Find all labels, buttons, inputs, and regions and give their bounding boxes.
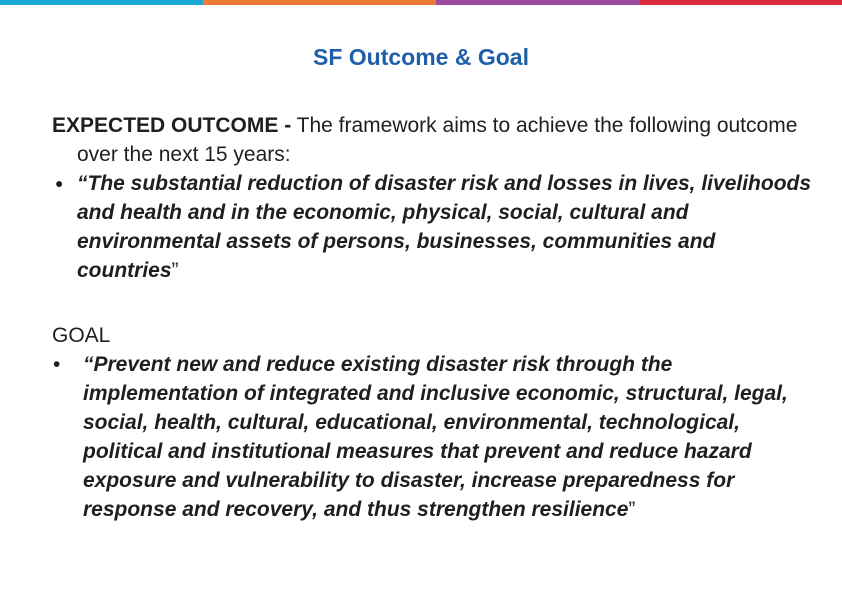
goal-close-quote: ” (628, 498, 636, 521)
goal-quote: “Prevent new and reduce existing disaster risk through the implementation of integrated and inclusive economic, structural, legal, social, health, cultural, educational, environmental, technological, political and institutional measures that prevent and reduce hazard exposure and vulnerability to disaster, increase preparedness for response and recovery, and thus strengthen resilience (83, 353, 788, 521)
expected-outcome-paragraph (52, 111, 812, 169)
top-bar-segment-orange (203, 0, 436, 5)
expected-outcome-intro: The framework aims to achieve the following outcome over the next 15 years: (77, 114, 798, 166)
expected-outcome-quote: “The substantial reduction of disaster risk and losses in lives, livelihoods and health and in the economic, physical, social, cultural and environmental assets of persons, businesses, communities and countries (77, 172, 812, 282)
slide-body (52, 111, 812, 524)
expected-outcome-label: EXPECTED OUTCOME - (52, 114, 292, 137)
top-color-bar (0, 0, 842, 5)
bullet-icon: ● (55, 175, 64, 191)
top-bar-segment-purple (436, 0, 640, 5)
goal-heading: GOAL (52, 324, 111, 347)
bullet-icon: • (53, 353, 61, 376)
goal-quote-item (52, 350, 812, 524)
expected-outcome-close-quote: ” (171, 259, 179, 282)
expected-outcome-quote-item (52, 169, 812, 285)
slide-title: SF Outcome & Goal (313, 44, 529, 70)
top-bar-segment-blue (0, 0, 203, 5)
top-bar-segment-red (640, 0, 842, 5)
